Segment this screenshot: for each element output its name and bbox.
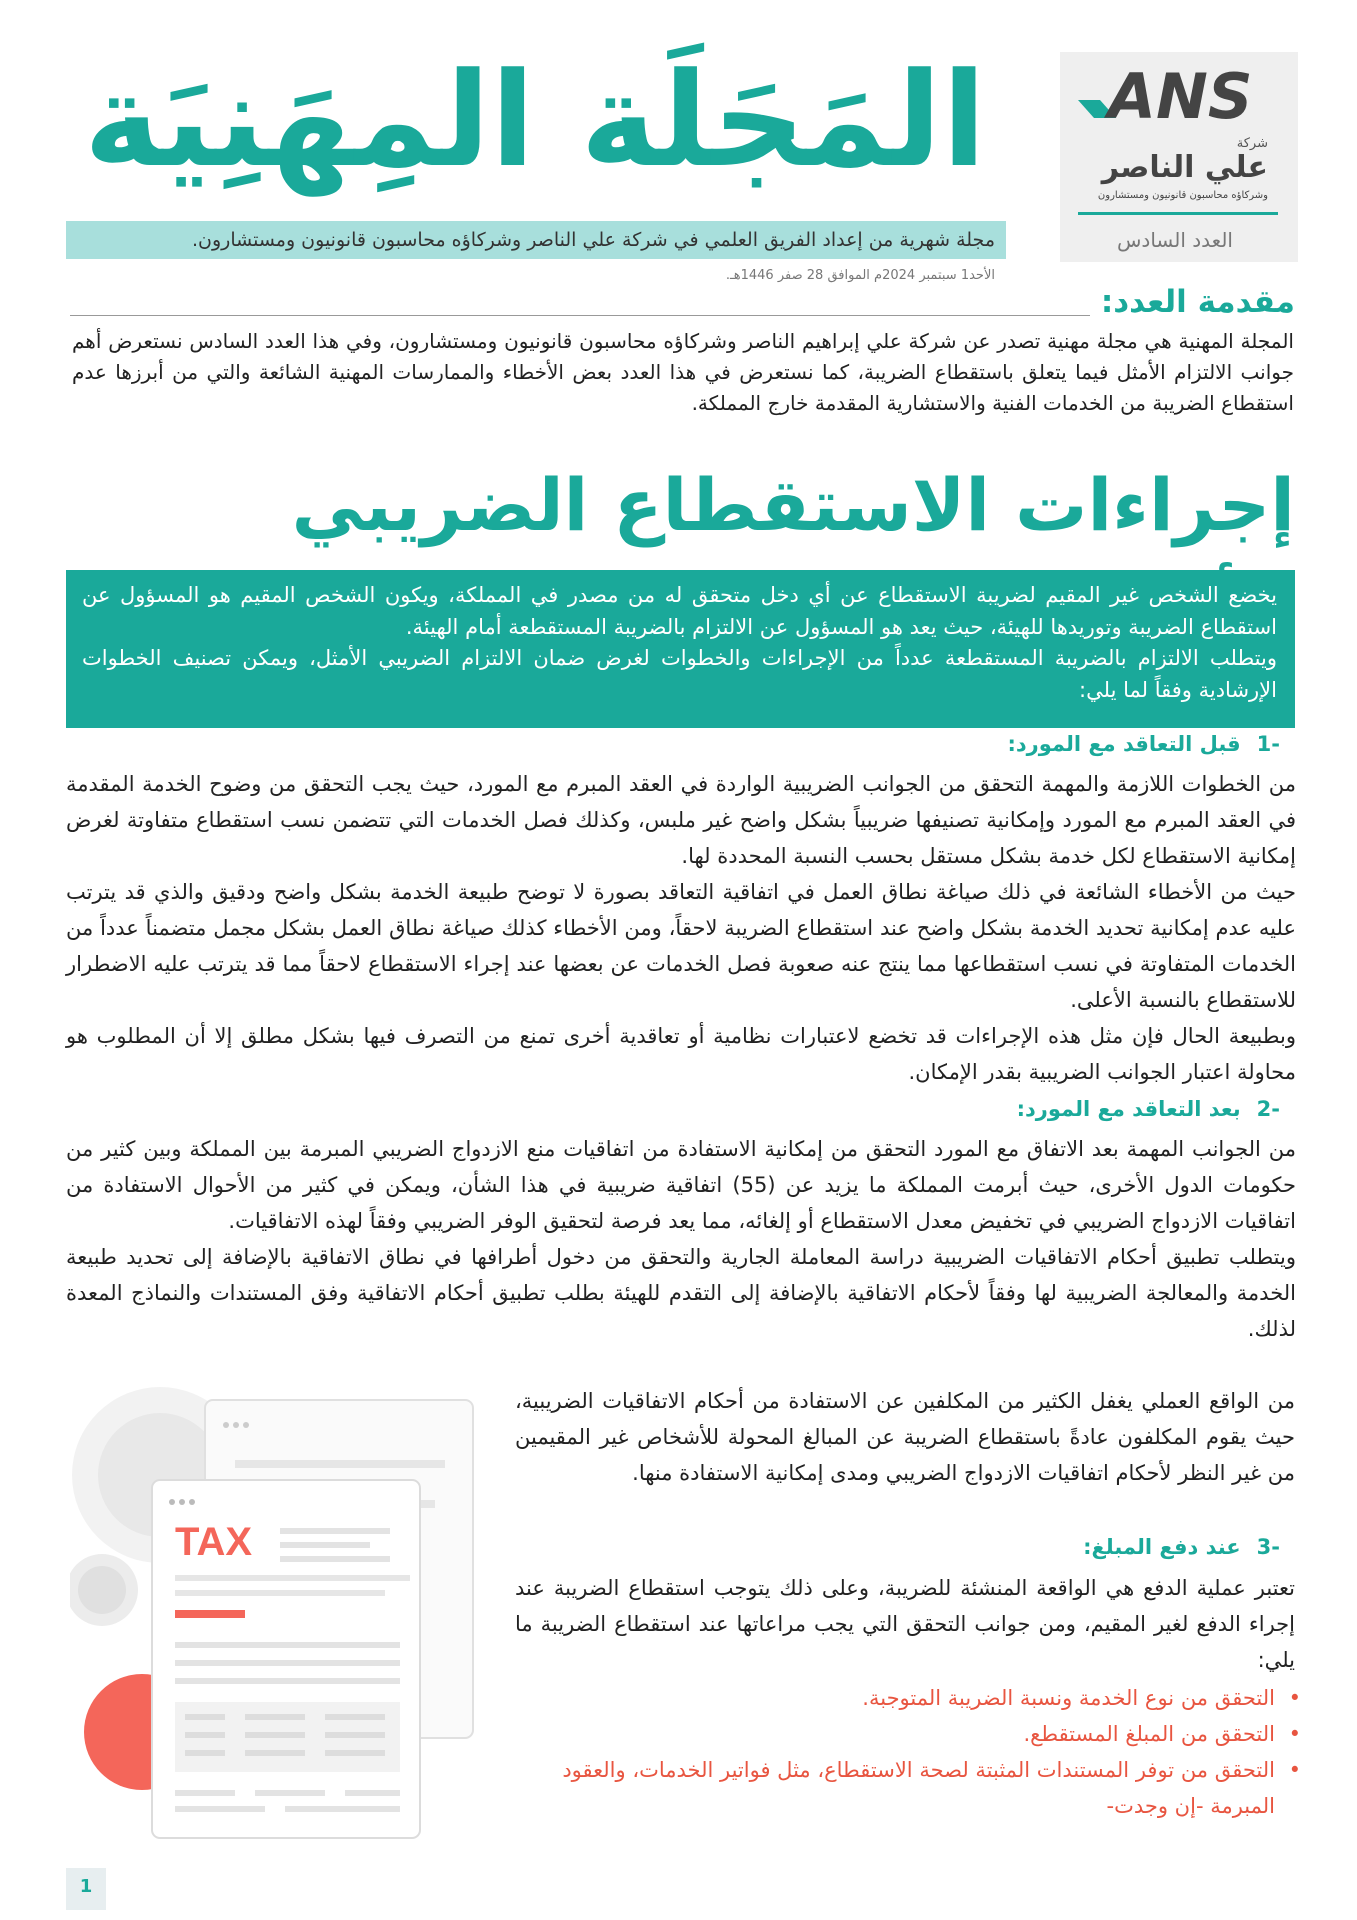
checklist-item: • التحقق من نوع الخدمة ونسبة الضريبة المتوجبة.	[515, 1680, 1275, 1716]
company-name: علي الناصر	[1101, 150, 1268, 185]
highlight-paragraph: يخضع الشخص غير المقيم لضريبة الاستقطاع عن أي دخل متحقق له من مصدر في المملكة، ويكون الشخص المقيم هو المسؤول عن استقطاع الضريبة وتوريدها للهيئة، حيث يعد هو المسؤول عن الالتزام بالضريبة المستقطعة أمام الهيئة.	[82, 583, 1277, 639]
section-2-body	[66, 1131, 1296, 1347]
section-1-heading	[700, 732, 1280, 756]
magazine-title: المَجَلَة المِهَنِيَة	[83, 44, 987, 196]
company-small-label: شركة	[1236, 136, 1268, 151]
intro-heading: مقدمة العدد:	[1100, 284, 1295, 320]
svg-text:TAX: TAX	[175, 1520, 253, 1564]
section-3-heading	[700, 1535, 1280, 1559]
tax-document-icon	[70, 1380, 490, 1860]
section-1-body	[66, 766, 1296, 1090]
page-number: 1	[79, 1876, 93, 1897]
article-title: إجراءات الاستقطاع الضريبي	[291, 463, 1295, 547]
section-title: قبل التعاقد مع المورد:	[1007, 732, 1241, 756]
section-title: عند دفع المبلغ:	[1083, 1535, 1241, 1559]
paragraph: تعتبر عملية الدفع هي الواقعة المنشئة للضريبة، وعلى ذلك يتوجب استقطاع الضريبة عند إجراء الدفع لغير المقيم، ومن جوانب التحقق التي يجب مراعاتها عند استقطاع الضريبة ما يلي:	[515, 1576, 1295, 1672]
company-subtitle: وشركاؤه محاسبون قانونيون ومستشارون	[1097, 190, 1268, 201]
issue-date: الأحد1 سبتمبر 2024م الموافق 28 صفر 1446هـ.	[725, 268, 995, 283]
svg-text:ANS: ANS	[1108, 60, 1253, 133]
highlight-text	[82, 580, 1277, 706]
intro-text: المجلة المهنية هي مجلة مهنية تصدر عن شركة علي إبراهيم الناصر وشركاؤه محاسبون قانونيون ومستشارون، وفي هذا العدد السادس نستعرض أهم جوانب الالتزام الأمثل فيما يتعلق باستقطاع الضريبة، كما نستعرض في هذا العدد بعض الأخطاء والممارسات المهنية الشائعة والتي من أبرزها عدم استقطاع الضريبة من الخدمات الفنية والاستشارية المقدمة خارج المملكة.	[72, 329, 1294, 415]
logo-divider	[1078, 212, 1278, 215]
company-logo	[1070, 60, 1290, 140]
section-title: بعد التعاقد مع المورد:	[1016, 1097, 1241, 1121]
section-number: -3	[1256, 1535, 1280, 1559]
paragraph: من الجوانب المهمة بعد الاتفاق مع المورد التحقق من إمكانية الاستفادة من اتفاقيات منع الازدواج الضريبي المبرمة بين المملكة وبين كثير من حكومات الدول الأخرى، حيث أبرمت المملكة ما يزيد عن (55) اتفاقية ضريبية في هذا الشأن، ويمكن في كثير من الأحوال الاستفادة من اتفاقيات الازدواج الضريبي في تخفيض معدل الاستقطاع أو إلغائه، مما يعد فرصة لتحقيق الوفر الضريبي وفقاً لهذه الاتفاقيات.	[66, 1137, 1296, 1233]
paragraph: من الواقع العملي يغفل الكثير من المكلفين عن الاستفادة من أحكام الاتفاقيات الضريبية، حيث يقوم المكلفون عادةً باستقطاع الضريبة عن المبالغ المحولة للأشخاص غير المقيمين من غير النظر لأحكام اتفاقيات الازدواج الضريبي ومدى إمكانية الاستفادة منها.	[515, 1389, 1295, 1485]
paragraph: حيث من الأخطاء الشائعة في ذلك صياغة نطاق العمل في اتفاقية التعاقد بصورة لا توضح طبيعة الخدمة بشكل واضح ودقيق والذي قد يترتب عليه عدم إمكانية تحديد الخدمة بشكل واضح عند استقطاع الضريبة لاحقاً، ومن الأخطاء كذلك صياغة نطاق العمل بشكل مجمل متضمناً عدداً من الخدمات المتفاوتة في نسب استقطاعها مما ينتج عنه صعوبة فصل الخدمات عن بعضها عند إجراء الاستقطاع لاحقاً مما قد يترتب عليه الاضطرار للاستقطاع بالنسبة الأعلى.	[66, 880, 1296, 1012]
issue-number: العدد السادس	[1117, 228, 1233, 252]
paragraph: وبطبيعة الحال فإن مثل هذه الإجراءات قد تخضع لاعتبارات نظامية أو تعاقدية أخرى تمنع من التصرف فيها بشكل مطلق إلا أن المطلوب هو محاولة اعتبار الجوانب الضريبية بقدر الإمكان.	[66, 1024, 1296, 1084]
paragraph: من الخطوات اللازمة والمهمة التحقق من الجوانب الضريبية الواردة في العقد المبرم مع المورد، حيث يجب التحقق من وضوح الخدمة المقدمة في العقد المبرم مع المورد وإمكانية تصنيفها ضريبياً بشكل واضح غير ملبس، وكذلك فصل الخدمات التي تتضمن نسب استقطاع متفاوتة لغرض إمكانية الاستقطاع لكل خدمة بشكل مستقل بحسب النسبة المحددة لها.	[66, 772, 1296, 868]
paragraph: ويتطلب تطبيق أحكام الاتفاقيات الضريبية دراسة المعاملة الجارية والتحقق من دخول أطرافها في نطاق الاتفاقية بالإضافة إلى تحديد طبيعة الخدمة والمعالجة الضريبية لها وفقاً لأحكام الاتفاقية بالإضافة إلى التقدم للهيئة بطلب تطبيق أحكام الاتفاقية وفق المستندات والنماذج المعدة لذلك.	[66, 1245, 1296, 1341]
section-number: -2	[1256, 1097, 1280, 1121]
checklist-item: • التحقق من توفر المستندات المثبتة لصحة الاستقطاع، مثل فواتير الخدمات، والعقود المبرمة -إن وجدت-	[515, 1752, 1275, 1824]
magazine-subtitle: مجلة شهرية من إعداد الفريق العلمي في شركة علي الناصر وشركاؤه محاسبون قانونيون ومستشارون.	[192, 229, 995, 251]
section-2-heading	[700, 1097, 1280, 1121]
section-number: -1	[1256, 732, 1280, 756]
intro-divider	[70, 315, 1090, 316]
highlight-paragraph: ويتطلب الالتزام بالضريبة المستقطعة عدداً من الإجراءات والخطوات لغرض ضمان الالتزام الضريبي الأمثل، ويمكن تصنيف الخطوات الإرشادية وفقاً لما يلي:	[82, 646, 1277, 702]
checklist-item: • التحقق من المبلغ المستقطع.	[515, 1716, 1275, 1752]
checklist	[515, 1680, 1301, 1824]
